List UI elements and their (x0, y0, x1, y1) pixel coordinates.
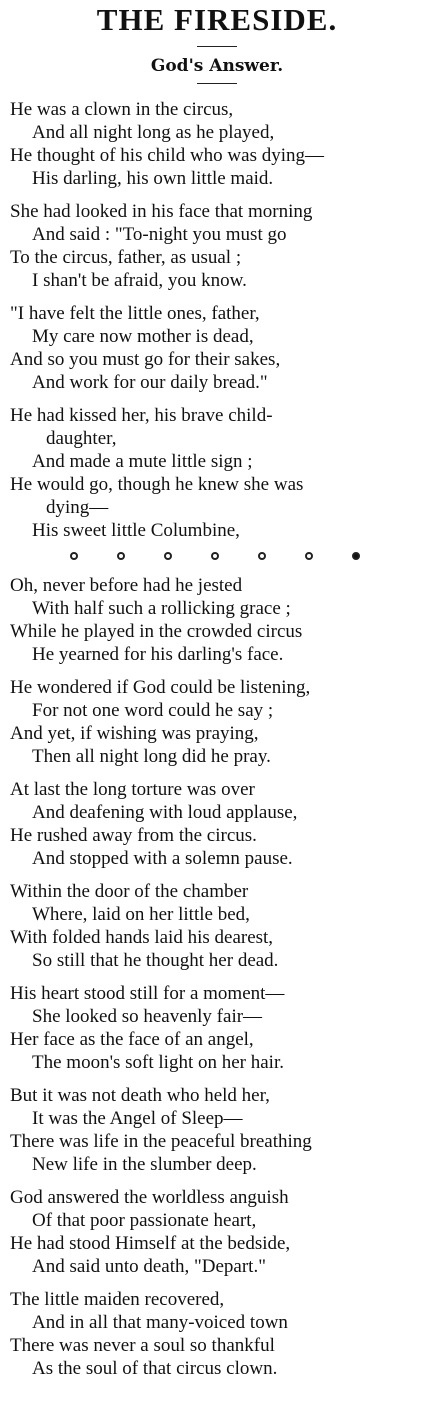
stanza (10, 302, 424, 394)
poem-line: Then all night long did he pray. (32, 746, 271, 767)
open-dot-ornament (70, 552, 78, 560)
stanza (10, 404, 424, 542)
poem-line: And stopped with a solemn pause. (32, 848, 293, 869)
masthead-title: THE FIRESIDE. (96, 2, 338, 37)
poem-line: And work for our daily bread." (32, 372, 268, 393)
open-dot-ornament (117, 552, 125, 560)
open-dot-ornament (164, 552, 172, 560)
poem-title: God's Answer. (150, 56, 284, 76)
poem-line: His darling, his own little maid. (32, 168, 274, 189)
poem-line: Her face as the face of an angel, (10, 1029, 254, 1050)
section-separator (50, 552, 380, 560)
poem-line: I shan't be afraid, you know. (32, 270, 247, 291)
poem-line: And so you must go for their sakes, (10, 349, 281, 370)
poem-line: His heart stood still for a moment— (10, 983, 285, 1004)
poem-line: daughter, (46, 428, 117, 449)
open-dot-ornament (305, 552, 313, 560)
poem-line: For not one word could he say ; (32, 700, 274, 721)
poem-line: He rushed away from the circus. (10, 825, 257, 846)
poem-line: He had stood Himself at the bedside, (10, 1233, 291, 1254)
poem-line: Oh, never before had he jested (10, 575, 243, 596)
poem-line: But it was not death who held her, (10, 1085, 270, 1106)
stanza (10, 1084, 424, 1176)
stanza (10, 676, 424, 768)
poem-line: The little maiden recovered, (10, 1289, 225, 1310)
poem-line: My care now mother is dead, (32, 326, 254, 347)
poem-line: God answered the worldless anguish (10, 1187, 289, 1208)
poem-line: There was life in the peaceful breathing (10, 1131, 312, 1152)
stanza (10, 1186, 424, 1278)
title-divider (197, 46, 237, 47)
stanza (10, 778, 424, 870)
poem-line: He was a clown in the circus, (10, 99, 234, 120)
poem-line: Within the door of the chamber (10, 881, 249, 902)
stanza (10, 574, 424, 666)
poem-line: And in all that many-voiced town (32, 1312, 288, 1333)
poem-line: And yet, if wishing was praying, (10, 723, 259, 744)
poem-line: He yearned for his darling's face. (32, 644, 284, 665)
poem-line: And all night long as he played, (32, 122, 275, 143)
poem-line: Where, laid on her little bed, (32, 904, 250, 925)
poem-line: He had kissed her, his brave child- (10, 405, 273, 426)
poem-line: As the soul of that circus clown. (32, 1358, 278, 1379)
poem-line: And deafening with loud applause, (32, 802, 298, 823)
poem-line: "I have felt the little ones, father, (10, 303, 260, 324)
poem-line: She looked so heavenly fair— (32, 1006, 263, 1027)
poem-line: dying— (46, 497, 109, 518)
poem-line: He would go, though he knew she was (10, 474, 304, 495)
poem-line: At last the long torture was over (10, 779, 255, 800)
stanza (10, 1288, 424, 1380)
poem-line: To the circus, father, as usual ; (10, 247, 242, 268)
poem-line: He thought of his child who was dying— (10, 145, 325, 166)
poem-line: The moon's soft light on her hair. (32, 1052, 284, 1073)
poem-line: With half such a rollicking grace ; (32, 598, 291, 619)
poem-body (10, 98, 424, 1380)
poem-line: And made a mute little sign ; (32, 451, 253, 472)
solid-dot-ornament (352, 552, 360, 560)
poem-line: While he played in the crowded circus (10, 621, 303, 642)
poem-line: And said : "To-night you must go (32, 224, 287, 245)
poem-line: She had looked in his face that morning (10, 201, 313, 222)
stanza (10, 200, 424, 292)
stanza (10, 98, 424, 190)
poem-line: New life in the slumber deep. (32, 1154, 257, 1175)
open-dot-ornament (258, 552, 266, 560)
poem-line: And said unto death, "Depart." (32, 1256, 266, 1277)
stanza (10, 880, 424, 972)
poem-line: There was never a soul so thankful (10, 1335, 275, 1356)
poem-line: Of that poor passionate heart, (32, 1210, 257, 1231)
headline-divider (197, 83, 237, 84)
poem-line: It was the Angel of Sleep— (32, 1108, 243, 1129)
open-dot-ornament (211, 552, 219, 560)
poem-line: He wondered if God could be listening, (10, 677, 311, 698)
poem-line: His sweet little Columbine, (32, 520, 240, 541)
poem-line: With folded hands laid his dearest, (10, 927, 274, 948)
stanza (10, 982, 424, 1074)
poem-line: So still that he thought her dead. (32, 950, 279, 971)
